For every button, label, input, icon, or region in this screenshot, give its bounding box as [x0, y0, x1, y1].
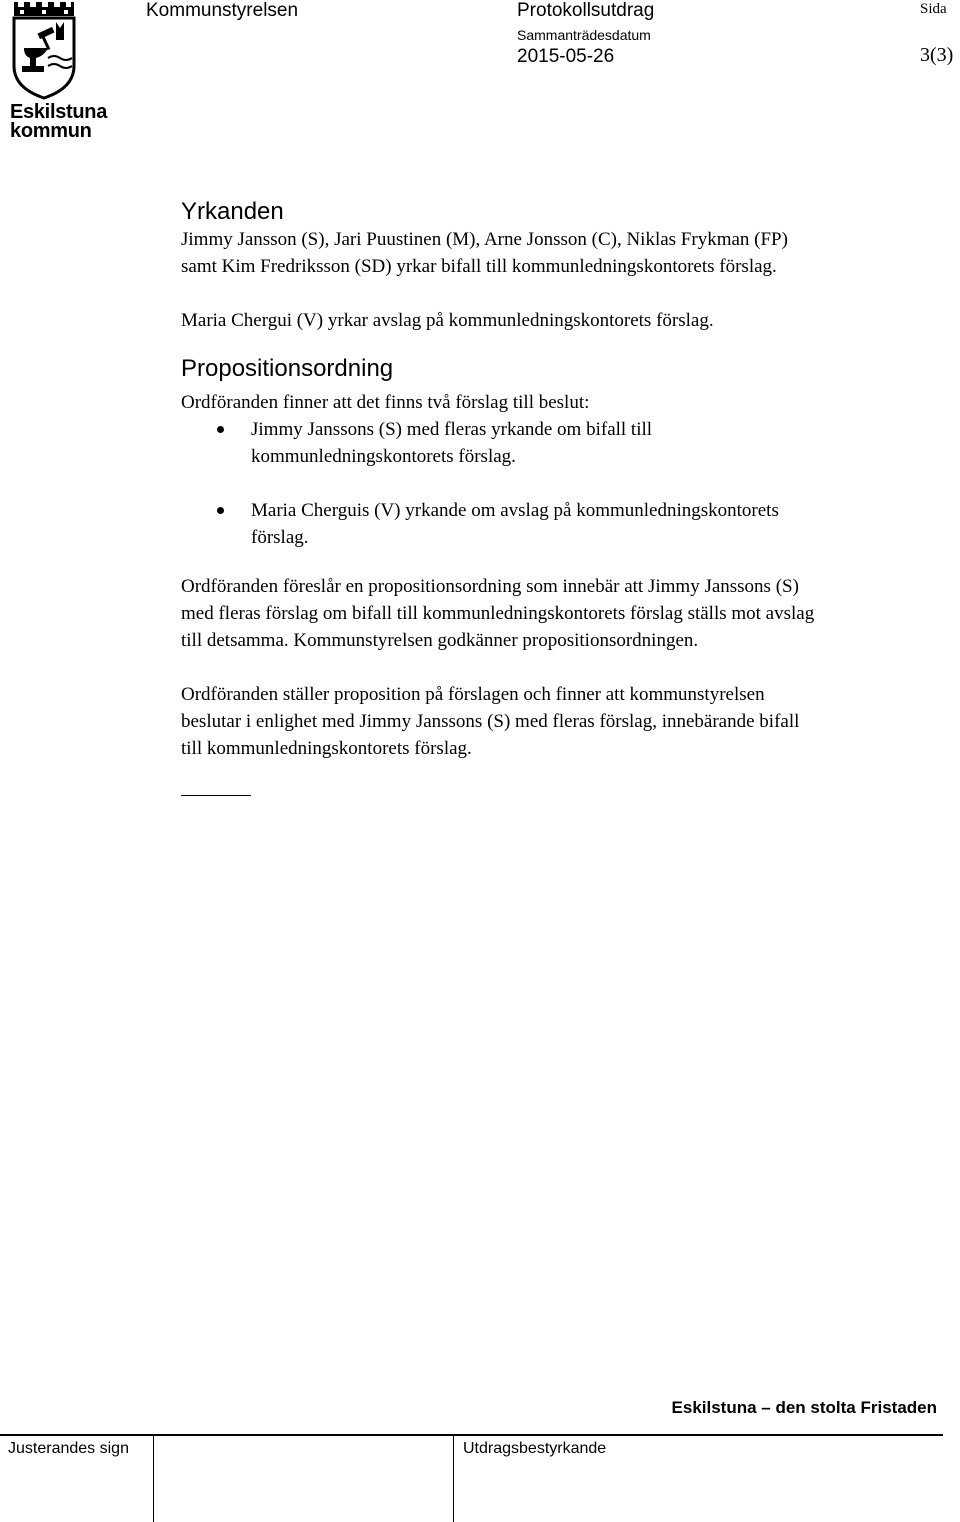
document-type: Protokollsutdrag [517, 0, 655, 21]
intro-paragraph: Ordföranden finner att det finns två förslag till beslut: [181, 392, 590, 413]
adjuster-signature-label: Justerandes sign [8, 1440, 129, 1457]
proposal-paragraph-line: Ordföranden föreslår en propositionsordning som innebär att Jimmy Janssons (S) [181, 576, 799, 597]
section-heading-yrkanden: Yrkanden [181, 198, 284, 225]
list-item-line: Jimmy Janssons (S) med fleras yrkande om bifall till [251, 419, 653, 440]
footer-slogan: Eskilstuna – den stolta Fristaden [671, 1398, 937, 1417]
document-body [181, 198, 956, 796]
bullet-icon [217, 426, 224, 433]
section-heading-propositionsordning: Propositionsordning [181, 355, 394, 382]
signature-box-divider [153, 1436, 154, 1522]
signature-box-divider [453, 1436, 454, 1522]
municipality-logo [8, 0, 108, 142]
bullet-icon [217, 507, 224, 514]
proposal-paragraph-line: med fleras förslag om bifall till kommunledningskontorets förslag ställs mot avslag [181, 603, 815, 624]
logo-text-line1: Eskilstuna [10, 101, 108, 123]
logo-text-line2: kommun [10, 120, 92, 142]
motion-paragraph-line: samt Kim Fredriksson (SD) yrkar bifall till kommunledningskontorets förslag. [181, 256, 777, 277]
proposal-paragraph-line: till detsamma. Kommunstyrelsen godkänner propositionsordningen. [181, 630, 699, 651]
motion-paragraph: Maria Chergui (V) yrkar avslag på kommunledningskontorets förslag. [181, 310, 714, 331]
coat-of-arms-icon [8, 0, 80, 100]
end-rule [181, 795, 251, 796]
page-label: Sida [920, 1, 947, 17]
footer-divider [0, 1434, 943, 1436]
page-number: 3(3) [920, 44, 954, 66]
motion-paragraph-line: Jimmy Jansson (S), Jari Puustinen (M), Arne Jonsson (C), Niklas Frykman (FP) [181, 229, 788, 250]
list-item-line: Maria Cherguis (V) yrkande om avslag på kommunledningskontorets [251, 500, 779, 521]
proposal-list [181, 416, 956, 551]
decision-paragraph-line: beslutar i enlighet med Jimmy Janssons (S) med fleras förslag, innebärande bifall [181, 711, 800, 732]
decision-paragraph-line: till kommunledningskontorets förslag. [181, 738, 472, 759]
meeting-date: 2015-05-26 [517, 46, 615, 67]
list-item [181, 497, 956, 551]
list-item [181, 416, 956, 470]
meeting-date-label: Sammanträdesdatum [517, 27, 651, 43]
list-item-line: kommunledningskontorets förslag. [251, 446, 516, 467]
extract-certification-label: Utdragsbestyrkande [463, 1440, 607, 1457]
list-item-line: förslag. [251, 527, 309, 548]
decision-paragraph-line: Ordföranden ställer proposition på förslagen och finner att kommunstyrelsen [181, 684, 765, 705]
organization-name: Kommunstyrelsen [146, 0, 299, 21]
